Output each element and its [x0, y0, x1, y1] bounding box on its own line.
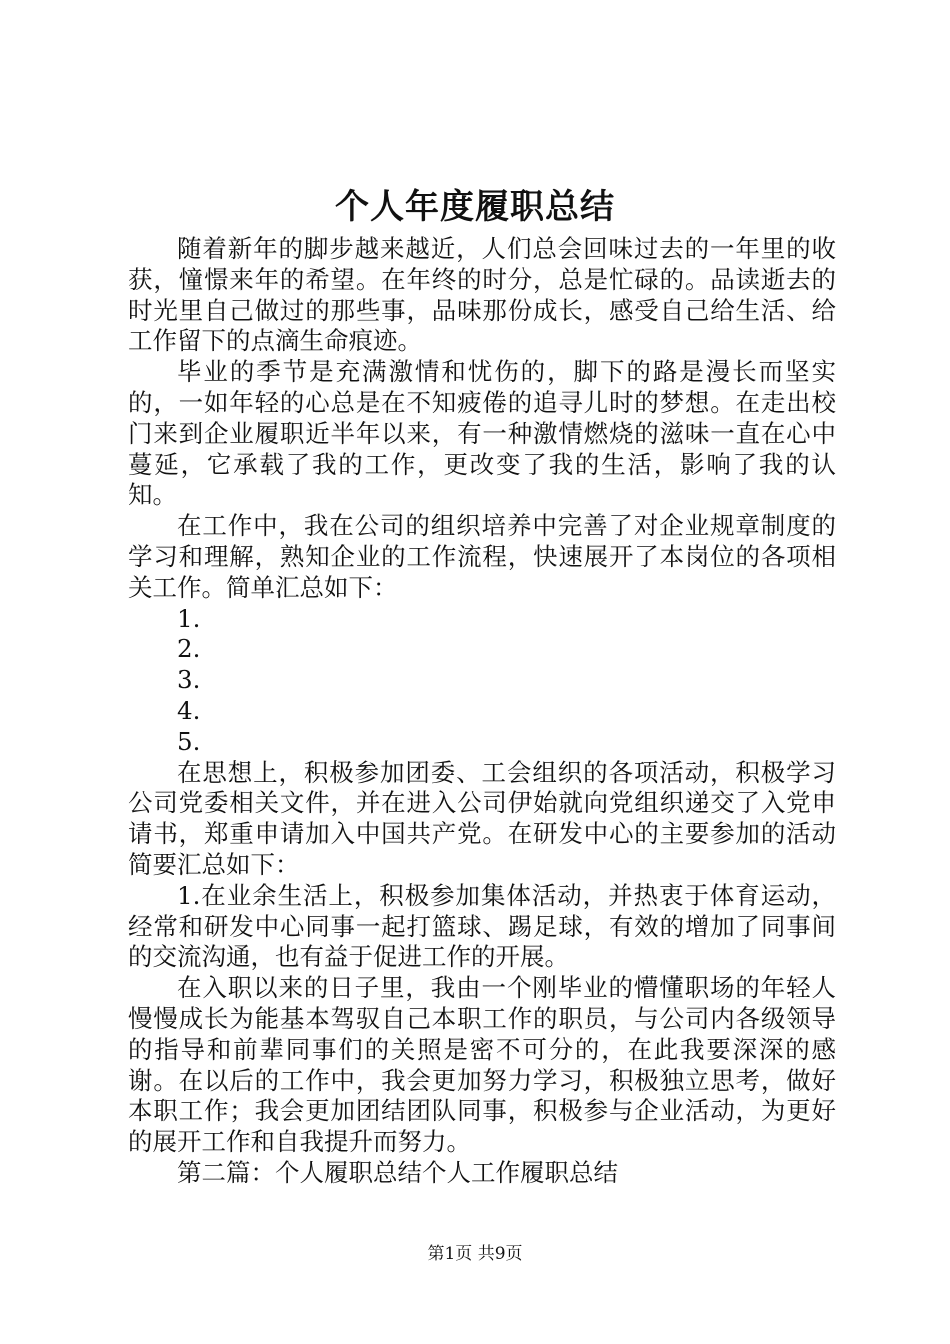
numbered-item-3: 3.: [177, 665, 201, 695]
paragraph-6: 在入职以来的日子里，我由一个刚毕业的懵懂职场的年轻人慢慢成长为能基本驾驭自己本职工作的职员，与公司内各级领导的指导和前辈同事们的关照是密不可分的，在此我要深深的感谢。在以后的工作中，我会更加努力学习，积极独立思考，做好本职工作；我会更加团结团队同事，积极参与企业活动，为更好的展开工作和自我提升而努力。: [128, 973, 836, 1157]
numbered-item-2: 2.: [177, 634, 201, 664]
document-title: 个人年度履职总结: [335, 187, 615, 227]
paragraph-4: 在思想上，积极参加团委、工会组织的各项活动，积极学习公司党委相关文件，并在进入公司伊始就向党组织递交了入党申请书，郑重申请加入中国共产党。在研发中心的主要参加的活动简要汇总如下：: [128, 757, 836, 879]
paragraph-1: 随着新年的脚步越来越近，人们总会回味过去的一年里的收获，憧憬来年的希望。在年终的时分，总是忙碌的。品读逝去的时光里自己做过的那些事，品味那份成长，感受自己给生活、给工作留下的点滴生命痕迹。: [128, 234, 836, 356]
numbered-item-1: 1.: [177, 603, 201, 633]
numbered-item-5: 5.: [177, 726, 201, 756]
paragraph-5: 1.在业余生活上，积极参加集体活动，并热衷于体育运动，经常和研发中心同事一起打篮球、踢足球，有效的增加了同事间的交流沟通，也有益于促进工作的开展。: [128, 880, 836, 972]
numbered-item-4: 4.: [177, 695, 201, 725]
paragraph-3: 在工作中，我在公司的组织培养中完善了对企业规章制度的学习和理解，熟知企业的工作流程，快速展开了本岗位的各项相关工作。简单汇总如下：: [128, 511, 836, 602]
page-footer: 第1页 共9页: [427, 1244, 523, 1264]
section-heading-second-part: 第二篇：个人履职总结个人工作履职总结: [177, 1157, 618, 1187]
paragraph-2: 毕业的季节是充满激情和忧伤的，脚下的路是漫长而坚实的，一如年轻的心总是在不知疲倦的追寻儿时的梦想。在走出校门来到企业履职近半年以来，有一种激情燃烧的滋味一直在心中蔓延，它承载了我的工作，更改变了我的生活，影响了我的认知。: [128, 357, 836, 510]
document-body: [128, 234, 836, 1189]
